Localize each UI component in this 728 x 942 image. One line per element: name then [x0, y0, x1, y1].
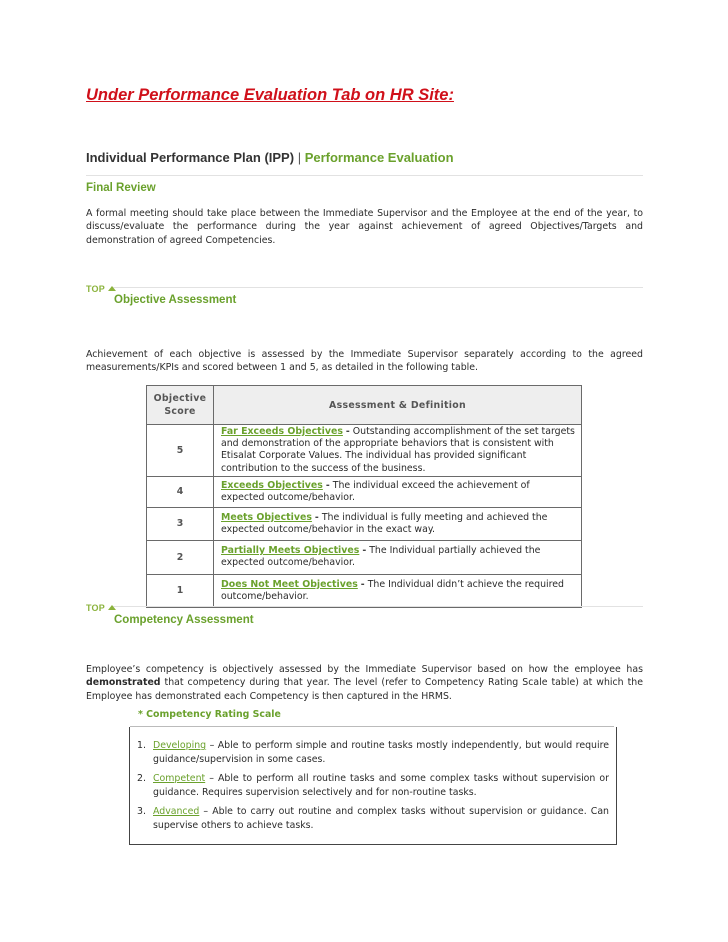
definition-cell — [214, 574, 582, 607]
level-definition: The Individual didn’t achieve the required outcome/behavior. — [221, 578, 564, 602]
level-separator: - — [360, 578, 365, 590]
rating-description: – Able to perform simple and routine tasks mostly independently, but would require guidance/supervision in some cases. — [153, 740, 609, 765]
level-link[interactable]: Far Exceeds Objectives — [221, 426, 343, 437]
divider — [112, 287, 643, 288]
top-link-label: TOP — [86, 284, 105, 294]
level-separator: - — [362, 545, 367, 557]
level-separator: - — [314, 511, 319, 523]
list-number: 1. — [137, 740, 146, 751]
list-item — [137, 772, 609, 800]
breadcrumb-separator: | — [297, 150, 302, 165]
score-cell: 3 — [147, 507, 214, 540]
top-link[interactable] — [86, 603, 116, 613]
score-cell: 2 — [147, 540, 214, 574]
arrow-up-icon — [108, 286, 116, 291]
definition-cell — [214, 507, 582, 540]
level-definition: The Individual partially achieved the expected outcome/behavior. — [221, 545, 541, 569]
rating-level-link[interactable]: Advanced — [153, 806, 200, 817]
rating-description: – Able to perform all routine tasks and some complex tasks without supervision or guidance. Requires supervision selectively and for non-routine tasks. — [153, 773, 609, 798]
competency-text-part: that competency during that year. The level (refer to Competency Rating Scale table) at which the Employee has demonstrated each Competency is then captured in the HRMS. — [86, 677, 643, 702]
level-separator: - — [345, 426, 350, 437]
table-row — [147, 425, 582, 477]
level-link[interactable]: Partially Meets Objectives — [221, 545, 360, 557]
definition-cell — [214, 476, 582, 507]
objective-score-table — [146, 385, 582, 608]
table-row — [147, 574, 582, 607]
definition-cell — [214, 540, 582, 574]
rating-level-link[interactable]: Competent — [153, 773, 206, 784]
objective-assessment-heading: Objective Assessment — [114, 294, 237, 306]
definition-cell — [214, 425, 582, 477]
top-link[interactable] — [86, 284, 116, 294]
rating-scale-list — [137, 739, 609, 838]
arrow-up-icon — [108, 605, 116, 610]
level-definition: The individual is fully meeting and achieved the expected outcome/behavior in the exact way. — [221, 511, 548, 535]
table-row — [147, 507, 582, 540]
rating-description: – Able to carry out routine and complex tasks without supervision or guidance. Can supervise others to achieve tasks. — [153, 806, 610, 831]
column-header-definition: Assessment & Definition — [214, 386, 582, 425]
breadcrumb-current[interactable]: Performance Evaluation — [304, 150, 454, 165]
level-separator: - — [325, 479, 330, 491]
competency-assessment-text — [86, 663, 643, 703]
score-cell: 4 — [147, 476, 214, 507]
column-header-score: Objective Score — [147, 386, 214, 425]
level-link[interactable]: Exceeds Objectives — [221, 479, 323, 491]
level-link[interactable]: Meets Objectives — [221, 511, 312, 523]
rating-scale-title: * Competency Rating Scale — [138, 709, 281, 720]
list-item — [137, 805, 609, 833]
breadcrumb-ipp-link[interactable]: Individual Performance Plan (IPP) — [86, 150, 295, 165]
table-row — [147, 476, 582, 507]
competency-assessment-heading: Competency Assessment — [114, 614, 254, 626]
table-row — [147, 540, 582, 574]
score-cell: 1 — [147, 574, 214, 607]
list-number: 3. — [137, 806, 146, 817]
final-review-text: A formal meeting should take place between the Immediate Supervisor and the Employee at the end of the year, to discuss/evaluate the performance during the year against achievement of agreed Objectives/Targets and demonstration of agreed Competencies. — [86, 208, 643, 246]
divider — [112, 606, 643, 607]
breadcrumb — [86, 150, 454, 165]
list-number: 2. — [137, 773, 146, 784]
table-header-row — [147, 386, 582, 425]
level-definition: Outstanding accomplishment of the set targets and demonstration of the appropriate behaviors that is consistent with Etisalat Corporate Values. The individual has provided significant contribution to the success of the business. — [221, 426, 575, 474]
page-title: Under Performance Evaluation Tab on HR Site: — [86, 86, 454, 104]
final-review-heading: Final Review — [86, 182, 156, 194]
list-item — [137, 739, 609, 767]
score-cell: 5 — [147, 425, 214, 477]
objective-assessment-text: Achievement of each objective is assessed by the Immediate Supervisor separately according to the agreed measurements/KPIs and scored between 1 and 5, as detailed in the following table. — [86, 349, 643, 374]
competency-text-emphasis: demonstrated — [86, 677, 161, 689]
divider — [86, 175, 643, 176]
level-definition: The individual exceed the achievement of expected outcome/behavior. — [221, 479, 530, 503]
competency-text-part: Employee’s competency is objectively assessed by the Immediate Supervisor based on how the employee has — [86, 664, 643, 675]
top-link-label: TOP — [86, 603, 105, 613]
rating-level-link[interactable]: Developing — [153, 740, 207, 751]
level-link[interactable]: Does Not Meet Objectives — [221, 578, 358, 590]
